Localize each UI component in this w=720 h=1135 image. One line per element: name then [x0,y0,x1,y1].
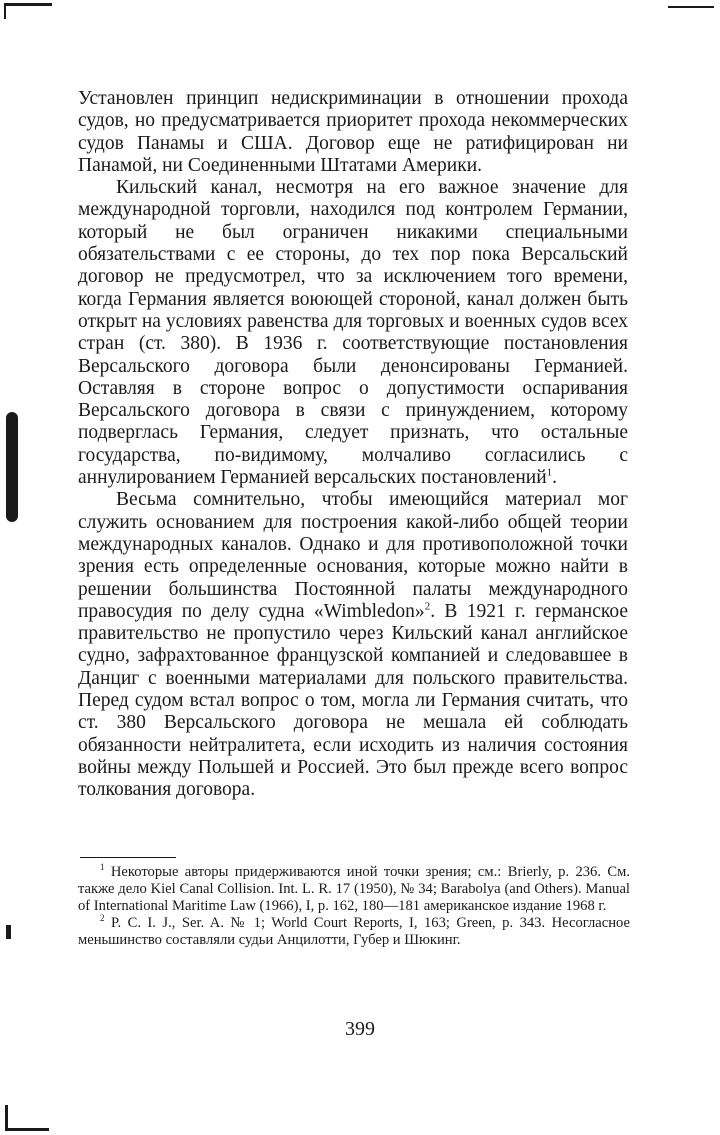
paragraph-1: Установлен принцип недискриминации в отношении прохода судов, но предусматривается приоритет прохода некоммерческих судов Панамы и США. Договор еще не ратифицирован ни Панамой, ни Соединенными Штатами Америки. [78,88,628,176]
footnote-2 [78,915,630,949]
footnote-2-text: P. C. I. J., Ser. A. № 1; World Court Reports, I, 163; Green, p. 343. Несогласное меньшинство составляли судьи Анцилотти, Губер и Шюкинг. [78,915,630,948]
footnote-divider [80,857,176,858]
paragraph-3-continuation: . В 1921 г. германское правительство не пропустило через Кильский канал английское судно, зафрахтованное французской компанией и следовавшее в Данциг с военными материалами для польского правительства. Перед судом встал вопрос о том, могла ли Германия считать, что ст. 380 Версальского договора не мешала ей соблюдать обязанности нейтралитета, если исходить из наличия состояния войны между Польшей и Россией. Это был прежде всего вопрос толкования договора. [78,600,628,801]
paragraph-2: Кильский канал, несмотря на его важное значение для международной торговли, находился под контролем Германии, который не был ограничен никакими специальными обязательствами с ее стороны, до тех пор пока Версальский договор не предусмотрел, что за исключением того времени, когда Германия является воюющей стороной, канал должен быть открыт на условиях равенства для торговых и военных судов всех стран (ст. 380). В 1936 г. соответствующие постановления Версальского договора были денонсированы Германией. Оставляя в стороне вопрос о допустимости оспаривания Версальского договора в связи с принуждением, которому подверглась Германия, следует признать, что остальные государства, по-видимому, молчаливо согласились с аннулированием Германией версальских постановлений$^1$. [78,177,628,489]
paragraph-2-text: Кильский канал, несмотря на его важное значение для международной торговли, находился под контролем Германии, который не был ограничен никакими специальными обязательствами с ее стороны, до тех пор пока Версальский договор не предусмотрел, что за исключением того времени, когда Германия является воюющей стороной, канал должен быть открыт на условиях равенства для торговых и военных судов всех стран (ст. 380). В 1936 г. соответствующие постановления Версальского договора были денонсированы Германией. Оставляя в стороне вопрос о допустимости оспаривания Версальского договора в связи с принуждением, которому подверглась Германия, следует признать, что остальные государства, по-видимому, молчаливо согласились с аннулированием Германией версальских постановлений [78,177,628,489]
paragraph-3-text: Весьма сомнительно, чтобы имеющийся материал мог служить основанием для построения какой-либо общей теории международных каналов. Однако и для противоположной точки зрения есть определенные основания, которые можно найти в решении большинства Постоянной палаты международного правосудия по делу судна «Wimbledon» [78,489,628,622]
footnote-1-mark: 1 [100,862,105,873]
scan-edge-left-top [4,3,6,19]
footnote-1 [78,864,630,915]
paragraph-3 [78,489,628,801]
footnote-2-mark: 2 [100,913,105,924]
scan-edge-top-right [668,6,714,8]
scan-spot-left-small [6,925,11,939]
scan-edge-top-left [4,3,52,6]
footnote-1-text: Некоторые авторы придерживаются иной точки зрения; см.: Brierly, p. 236. См. также дело Kiel Canal Collision. Int. L. R. 17 (1950), № 34; Barabolya (and Others). Manual of International Maritime Law (1966), I, p. 162, 180—181 американское издание 1968 г. [78,864,631,914]
scan-spot-left [6,412,18,522]
scan-edge-bottom [5,1128,49,1131]
main-text [78,88,628,802]
footnote-ref-1[interactable]: 1 [546,466,553,479]
footnote-ref-2[interactable]: 2 [424,600,431,613]
page-number: 399 [345,1018,375,1040]
footnotes [78,864,630,949]
